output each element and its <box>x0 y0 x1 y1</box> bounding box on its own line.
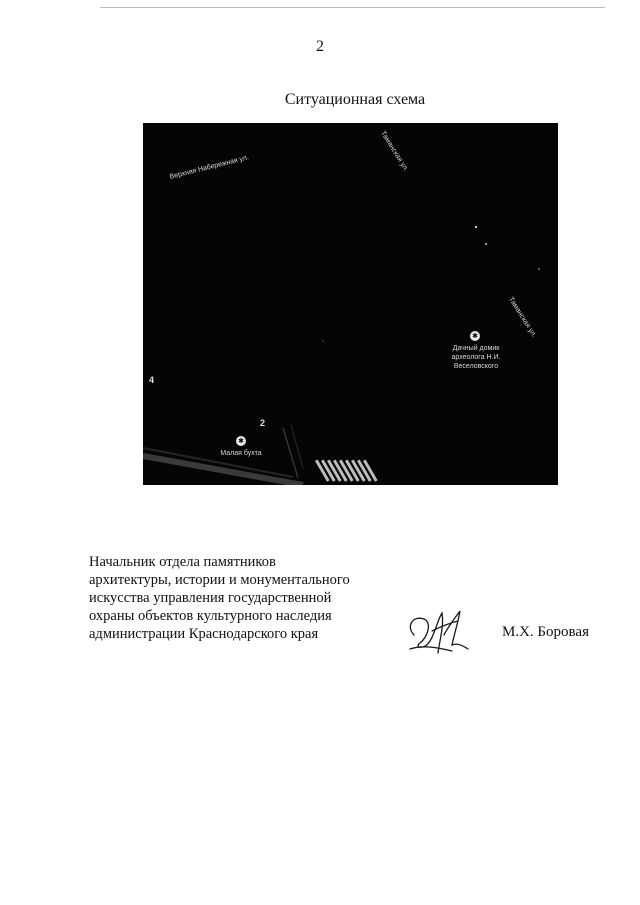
position-line: архитектуры, истории и монументального <box>89 572 350 588</box>
street-label-verkhnyaya-naberezhnaya: Верхняя Набережная ул. <box>169 154 250 181</box>
poi-label-malaya-bukhta: Малая бухта <box>220 450 262 457</box>
position-line: администрации Краснодарского края <box>89 626 319 642</box>
document-title: Ситуационная схема <box>284 91 426 108</box>
signer-name: М.Х. Боровая <box>502 624 589 640</box>
map-marker-4: 4 <box>149 375 155 385</box>
poi-label-veselovsky-house: Дачный домик археолога Н.И. Веселовского <box>451 345 501 370</box>
map-marker-2: 2 <box>260 418 266 428</box>
coastline <box>143 456 303 485</box>
map-dot <box>322 340 324 342</box>
map-graphics <box>143 123 558 485</box>
position-line: охраны объектов культурного наследия <box>89 608 332 624</box>
street-label-tamanskaya-right: Таманская ул. <box>507 296 538 339</box>
page-number: 2 <box>316 38 324 55</box>
crosswalk-stripes <box>315 460 378 482</box>
map-dot <box>485 243 487 245</box>
situation-map[interactable] <box>143 123 558 485</box>
beach-poi-icon[interactable]: ✱ <box>236 436 246 446</box>
handwritten-signature <box>402 605 472 660</box>
signer-position <box>89 553 389 643</box>
museum-poi-icon[interactable]: ✱ <box>470 331 480 341</box>
map-dot <box>538 268 540 270</box>
pier-line <box>283 428 298 478</box>
position-line: искусства управления государственной <box>89 590 332 606</box>
top-rule <box>100 7 605 8</box>
position-line: Начальник отдела памятников <box>89 554 276 570</box>
map-dot <box>475 226 477 228</box>
street-label-tamanskaya-top: Таманская ул. <box>379 130 410 173</box>
